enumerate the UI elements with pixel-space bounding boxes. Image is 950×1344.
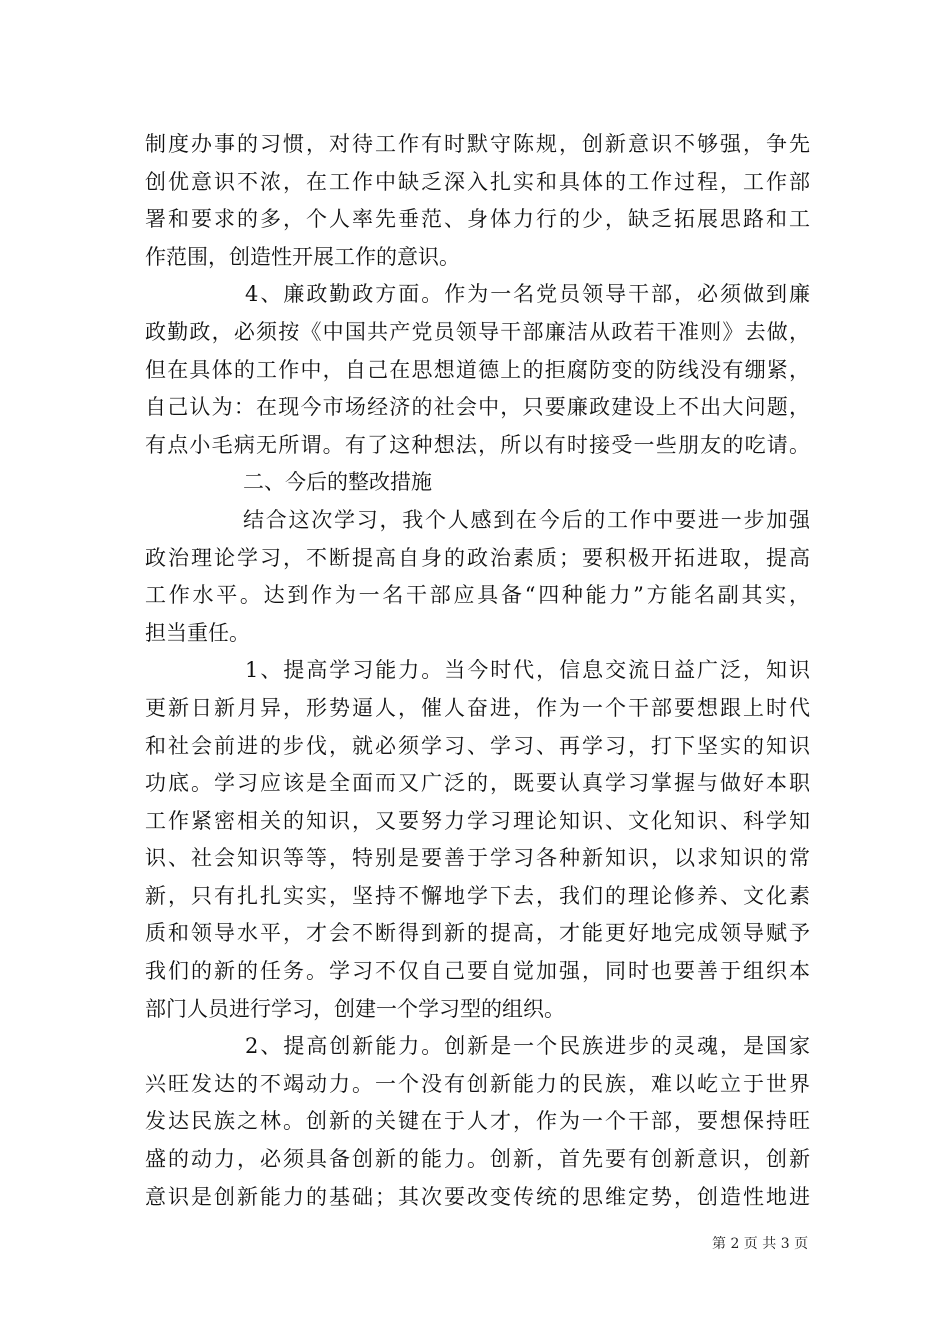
paragraph-line: 兴旺发达的不竭动力。一个没有创新能力的民族，难以屹立于世界 [145,1071,810,1096]
paragraph-line: 发达民族之林。创新的关键在于人才，作为一个干部，要想保持旺 [145,1109,810,1134]
section-item-1-line: 1、提高学习能力。当今时代，信息交流日益广泛，知识 [245,658,810,683]
paragraph-line: 新，只有扎扎实实，坚持不懈地学下去，我们的理论修养、文化素 [145,883,810,908]
paragraph-line: 自己认为：在现今市场经济的社会中，只要廉政建设上不出大问题， [145,395,810,420]
page-number: 第 2 页 共 3 页 [712,1236,809,1252]
paragraph-line: 政勤政，必须按《中国共产党员领导干部廉洁从政若干准则》去做， [145,319,810,344]
paragraph-line: 担当重任。 [145,620,250,645]
paragraph-line: 工作水平。达到作为一名干部应具备“四种能力”方能名副其实， [145,583,810,608]
paragraph-line: 质和领导水平，才会不断得到新的提高，才能更好地完成领导赋予 [145,921,810,946]
paragraph-line: 和社会前进的步伐，就必须学习、学习、再学习，打下坚实的知识 [145,733,810,758]
section-heading: 二、今后的整改措施 [243,470,432,495]
document-body [145,126,810,1216]
paragraph-line: 但在具体的工作中，自己在思想道德上的拒腐防变的防线没有绷紧， [145,357,810,382]
paragraph-line: 识、社会知识等等，特别是要善于学习各种新知识，以求知识的常 [145,846,810,871]
paragraph-line: 作范围，创造性开展工作的意识。 [145,244,460,269]
paragraph-line: 政治理论学习，不断提高自身的政治素质；要积极开拓进取，提高 [145,545,810,570]
paragraph-line: 更新日新月异，形势逼人，催人奋进，作为一个干部要想跟上时代 [145,695,810,720]
paragraph-line: 我们的新的任务。学习不仅自己要自觉加强，同时也要善于组织本 [145,959,810,984]
paragraph-line: 制度办事的习惯，对待工作有时默守陈规，创新意识不够强，争先 [145,132,810,156]
paragraph-line: 盛的动力，必须具备创新的能力。创新，首先要有创新意识，创新 [145,1147,810,1172]
paragraph-line: 功底。学习应该是全面而又广泛的，既要认真学习掌握与做好本职 [145,771,810,796]
paragraph-line: 工作紧密相关的知识，又要努力学习理论知识、文化知识、科学知 [145,808,810,833]
paragraph-line: 创优意识不浓，在工作中缺乏深入扎实和具体的工作过程，工作部 [145,169,810,194]
section-item-4-line: 4、廉政勤政方面。作为一名党员领导干部，必须做到廉 [245,282,810,307]
paragraph-line: 部门人员进行学习，创建一个学习型的组织。 [145,996,565,1021]
section-item-2-line: 2、提高创新能力。创新是一个民族进步的灵魂，是国家 [245,1034,810,1059]
paragraph-line: 意识是创新能力的基础；其次要改变传统的思维定势，创造性地进 [145,1184,810,1209]
paragraph-line: 有点小毛病无所谓。有了这种想法，所以有时接受一些朋友的吃请。 [145,432,810,457]
paragraph-line: 署和要求的多，个人率先垂范、身体力行的少，缺乏拓展思路和工 [145,207,810,232]
paragraph-line: 结合这次学习，我个人感到在今后的工作中要进一步加强 [243,507,810,532]
